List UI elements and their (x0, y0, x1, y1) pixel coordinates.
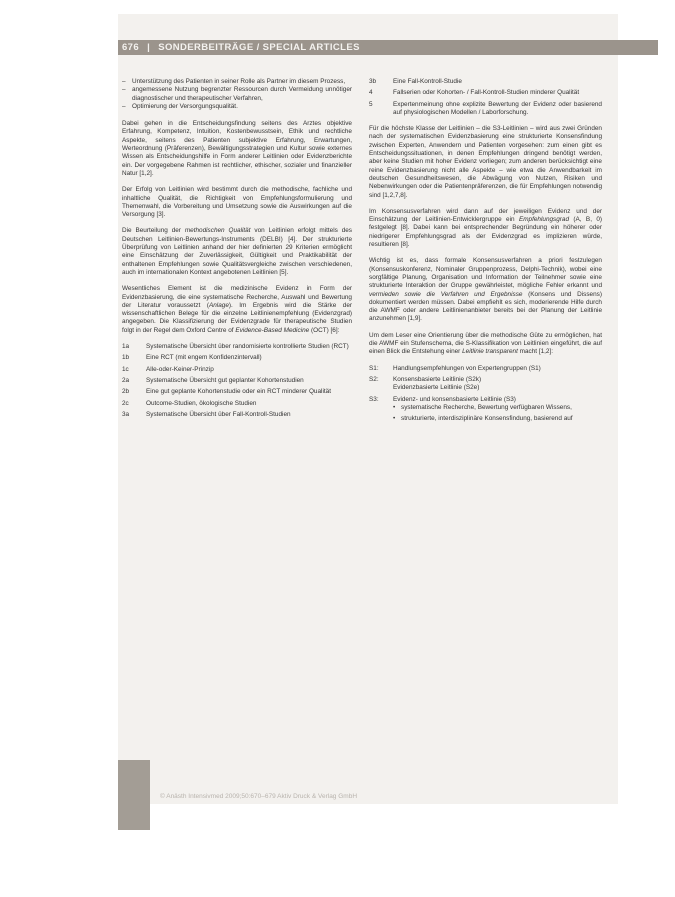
level-desc: Outcome-Studien, ökologische Studien (146, 399, 257, 407)
s-classification-list (369, 365, 602, 427)
level-code: 2b (122, 388, 130, 396)
level-code: S3: (369, 395, 379, 403)
level-code: 5 (369, 100, 373, 108)
paragraph (369, 257, 602, 323)
list-item: • strukturierte, interdisziplinäre Konsensfindung, basierend auf (393, 415, 602, 423)
list-item: – Optimierung der Versorgungsqualität. (122, 103, 352, 111)
emphasis: Empfehlungsgrad (518, 216, 570, 224)
list-item (369, 365, 602, 373)
paragraph (122, 227, 352, 277)
text-run: (A, B, 0) festgelegt [8]. Dabei kann bei entsprechender Begründung ein höherer oder niedrigerer Empfehlungsgrad als der Evidenzgrad es implizieren würde, resultieren [8]. (369, 216, 603, 249)
text-run: macht [1,2]: (517, 348, 554, 356)
level-desc: Eine Fall-Kontroll-Studie (393, 78, 462, 85)
emphasis: methodischen Qualität (184, 227, 251, 235)
section-title: SONDERBEITRÄGE / SPECIAL ARTICLES (158, 42, 360, 53)
header-separator: | (147, 42, 151, 53)
level-code: 3b (369, 78, 377, 85)
list-item (369, 376, 602, 393)
level-desc: Eine gut geplante Kohortenstudie oder ein RCT minderer Qualität (146, 388, 331, 396)
level-desc: Handlungsempfehlungen von Expertengruppen (S1) (393, 364, 541, 372)
level-desc: Alle-oder-Keiner-Prinzip (146, 365, 214, 373)
paragraph (369, 332, 602, 357)
list-item: – angemessene Nutzung begrenzter Ressourcen durch Vermeidung unnötiger diagnostischer und therapeutischer Verfahren, (122, 86, 352, 103)
left-column (122, 78, 352, 427)
level-desc: Eine RCT (mit engem Konfidenzintervall) (146, 354, 262, 362)
side-band (118, 760, 150, 830)
text-run: Im Konsensusverfahren wird dann auf der jeweiligen Evidenz und der Einschätzung der Leitlinien-Entwicklergruppe ein (369, 207, 602, 224)
paragraph: Dabei gehen in die Entscheidungsfindung seitens des Arztes objektive Erfahrung, Kompetenz, Intuition, Kostenbewusstsein, Ethik und rechtliche Aspekte, seitens des Patienten subjektive Erfahrung, Erwartungen, Werteordnung (Präferenzen), Bewältigungsstrategien und Kultur sowie externes Wissen als Entscheidungshilfe in Form anderer Leitlinien oder Evidenzberichte ein. Der vorgegebene Rahmen ist rechtlicher, ethischer, sozialer und finanzieller Natur [1,2]. (122, 120, 352, 177)
level-desc: Konsensbasierte Leitlinie (S2k) Evidenzbasierte Leitlinie (S2e) (393, 375, 482, 392)
evidence-level-list (122, 343, 352, 419)
right-column (369, 78, 602, 434)
level-code: 1c (122, 365, 129, 373)
text-run: ). Im Ergebnis wird die Stärke der wissenschaftlichen Belege für die einzelne Leitlinienempfehlung (Evidenzgrad) angegeben. Die Klassifizierung der Evidenzgrade für therapeutische Studien folgt in der Regel dem Oxford Centre of (122, 301, 352, 334)
level-code: 2a (122, 376, 130, 384)
level-desc: Expertenmeinung ohne explizite Bewertung der Evidenz oder basierend auf physiologischen Modellen / Laborforschung. (393, 100, 602, 116)
list-item (122, 343, 352, 351)
footer-citation: © Anästh Intensivmed 2009;50:670–679 Aktiv Druck & Verlag GmbH (160, 793, 358, 800)
emphasis: Evidence-Based Medicine (235, 326, 310, 334)
list-item (369, 101, 602, 118)
paragraph: Der Erfolg von Leitlinien wird bestimmt durch die methodische, fachliche und inhaltliche Qualität, die Richtigkeit von Empfehlungsformulierung und Themenwahl, die Vorbereitung und Umsetzung sowie die Auswirkungen auf die Versorgung [3]. (122, 186, 352, 219)
evidence-level-list-continued (369, 78, 602, 117)
level-code: 1a (122, 343, 130, 351)
paragraph (369, 208, 602, 249)
paragraph (122, 285, 352, 335)
list-item (122, 354, 352, 362)
list-item (122, 377, 352, 385)
emphasis: Leitlinie transparent (462, 348, 518, 356)
text-run: Wesentliches Element ist die medizinische Evidenz in Form der Evidenzbasierung, die eine systematische Recherche, Auswahl und Bewertung der Literatur voraussetzt ( (122, 285, 352, 309)
emphasis: Anlage (208, 301, 229, 309)
goal-list (122, 78, 352, 111)
level-code: S1: (369, 364, 379, 372)
list-item (122, 400, 352, 408)
list-item (122, 411, 352, 419)
running-header (122, 40, 360, 55)
level-desc: Systematische Übersicht über Fall-Kontroll-Studien (146, 410, 291, 418)
level-code: 1b (122, 354, 130, 362)
level-code: S2: (369, 375, 379, 383)
list-item (369, 78, 602, 86)
list-item (122, 366, 352, 374)
level-desc: Systematische Übersicht gut geplanter Kohortenstudien (146, 376, 304, 384)
level-desc: Evidenz- und konsensbasierte Leitlinie (S3) (393, 395, 516, 403)
level-code: 2c (122, 399, 129, 407)
list-item: • systematische Recherche, Bewertung verfügbaren Wissens, (393, 404, 602, 412)
list-item: – Unterstützung des Patienten in seiner Rolle als Partner im diesem Prozess, (122, 78, 352, 86)
text-run: Die Beurteilung der (122, 227, 185, 235)
page-number: 676 (122, 42, 140, 53)
list-item (369, 89, 602, 97)
paragraph: Für die höchste Klasse der Leitlinien – die S3-Leitlinien – wird aus zwei Gründen nach der systematischen Evidenzbasierung eine strukturierte Konsensfindung zwischen Experten, Anwendern und Patienten vorgesehen: zum einen gibt es Entscheidungssituationen, in denen Empfehlungen dringend benötigt werden, aber keine Studien mit hoher Evidenz vorliegen; zum anderen berücksichtigt eine reine Evidenzbasierung nicht alle Aspekte – wie etwa die Anwendbarkeit im deutschen Gesundheitswesen, die Abwägung von Nutzen, Risiken und Nebenwirkungen oder die Patientenpräferenzen, die für Empfehlungen notwendig sind [1,2,7,8]. (369, 125, 602, 199)
level-desc: Fallserien oder Kohorten- / Fall-Kontroll-Studien minderer Qualität (393, 89, 580, 97)
list-item (369, 396, 602, 427)
level-code: 4 (369, 89, 373, 97)
text-run: (Konsens und Dissens) dokumentiert werden müssen. Dabei empfiehlt es sich, moderierende Hilfe durch die AWMF oder andere Leitlinienanbieter bereits bei der Planung der Leitlinie anzunehmen [1,9]. (369, 290, 602, 323)
list-item (122, 388, 352, 396)
text-run: Um dem Leser eine Orientierung über die methodische Güte zu ermöglichen, hat die AWMF ein Stufenschema, die S-Klassifikation von Leitlinien eingeführt, die auf einen Blick die Entstehung einer (369, 331, 602, 356)
text-run: Wichtig ist es, dass formale Konsensusverfahren a priori festzulegen (Konsensuskonferenz, Nominaler Gruppenprozess, Delphi-Technik), wobei eine sorgfältige Planung, Organisation und Information der Teilnehmer sowie eine strukturierte Interaktion der Gruppe gewährleistet, mögliche Fehler erkannt und (369, 257, 602, 290)
level-code: 3a (122, 410, 130, 418)
level-desc: Systematische Übersicht über randomisierte kontrollierte Studien (RCT) (146, 343, 349, 351)
s3-criteria-list (383, 404, 602, 427)
text-run: (OCT) [6]: (309, 326, 340, 334)
emphasis: vermieden sowie die Verfahren und Ergebnisse (369, 290, 523, 298)
text-run: von Leitlinien erfolgt mittels des Deutschen Leitlinien-Bewertungs-Instruments (DELBI) [4]. Der strukturierte Überprüfung von Leitlinien anhand der hier definierten 29 Kriterien ermöglicht eine Einschätzung der Zuverlässigkeit, Gültigkeit und Praktikabilität der enthaltenen Empfehlungen sowie Qualitätsvergleiche zwischen verschiedenen, auch im internationalen Kontext angebotenen Leitlinien [5]. (122, 227, 352, 276)
